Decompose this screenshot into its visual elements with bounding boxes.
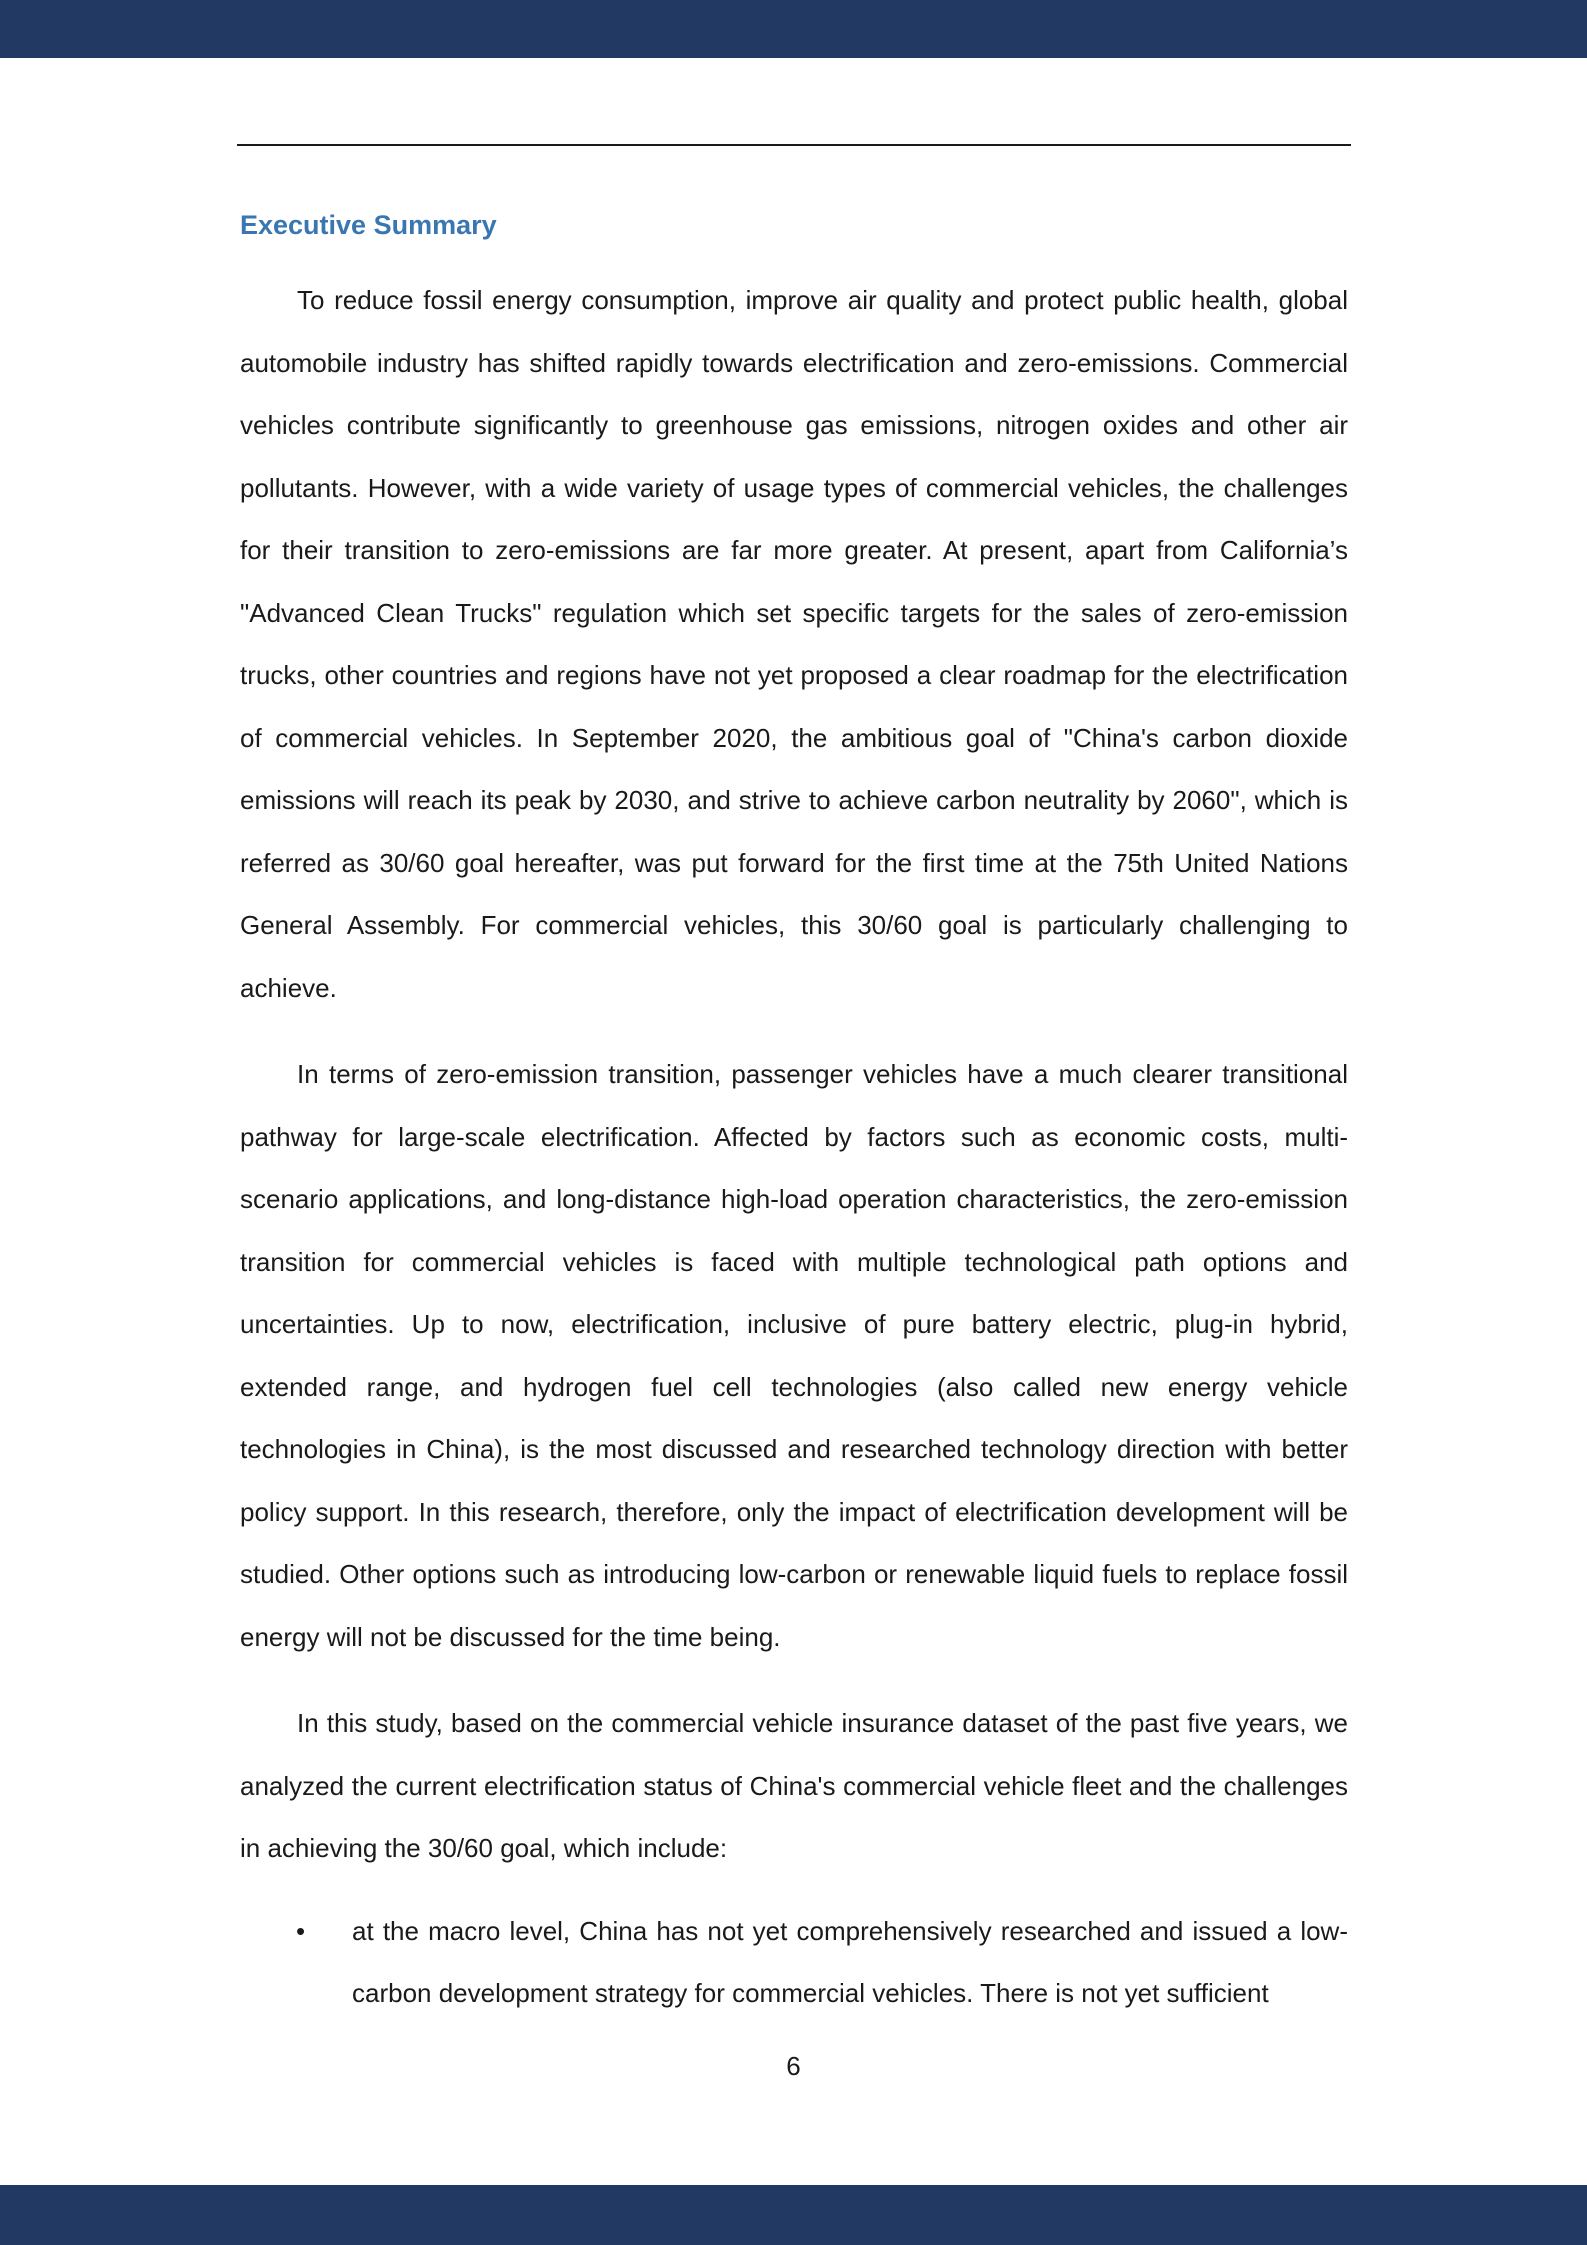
page-number: 6 [786,2051,801,2081]
paragraph-1: To reduce fossil energy consumption, improve air quality and protect public health, global automobile industry has shifted rapidly towards electrification and zero-emissions. Commercial vehicles contribute significantly to greenhouse gas emissions, nitrogen oxides and other air pollutants. However, with a wide variety of usage types of commercial vehicles, the challenges for their transition to zero-emissions are far more greater. At present, apart from California’s "Advanced Clean Trucks" regulation which set specific targets for the sales of zero-emission trucks, other countries and regions have not yet proposed a clear roadmap for the electrification of commercial vehicles. In September 2020, the ambitious goal of "China's carbon dioxide emissions will reach its peak by 2030, and strive to achieve carbon neutrality by 2060", which is referred as 30/60 goal hereafter, was put forward for the first time at the 75th United Nations General Assembly. For commercial vehicles, this 30/60 goal is particularly challenging to achieve. [240,285,1348,1003]
bullet-icon: • [296,1915,306,1946]
section-title: Executive Summary [240,210,497,240]
paragraph-2: In terms of zero-emission transition, passenger vehicles have a much clearer transitional pathway for large-scale electrification. Affected by factors such as economic costs, multi-scenario applications, and long-distance high-load operation characteristics, the zero-emission transition for commercial vehicles is faced with multiple technological path options and uncertainties. Up to now, electrification, inclusive of pure battery electric, plug-in hybrid, extended range, and hydrogen fuel cell technologies (also called new energy vehicle technologies in China), is the most discussed and researched technology direction with better policy support. In this research, therefore, only the impact of electrification development will be studied. Other options such as introducing low-carbon or renewable liquid fuels to replace fossil energy will not be discussed for the time being. [240,1059,1348,1652]
bullet-text: at the macro level, China has not yet comprehensively researched and issued a low-carbon development strategy for commercial vehicles. There is not yet sufficient [352,1915,1348,2008]
footer-band [0,2185,1587,2245]
header-band [0,0,1587,58]
bullet-list [240,1900,1348,2025]
paragraph-3: In this study, based on the commercial vehicle insurance dataset of the past five years, we analyzed the current electrification status of China's commercial vehicle fleet and the challenges in achieving the 30/60 goal, which include: [240,1708,1348,1863]
page-content [240,205,1348,2025]
bullet-item [240,1900,1348,2025]
header-rule [237,144,1351,146]
